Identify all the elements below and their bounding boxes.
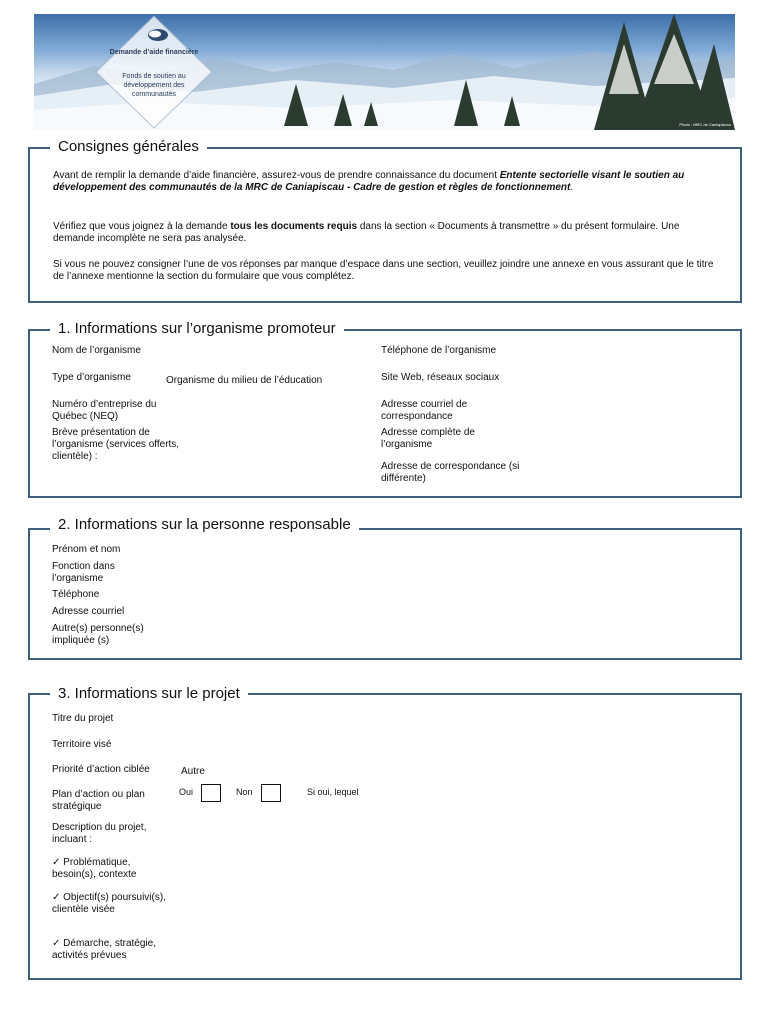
project-plan-label: Plan d’action ou plan stratégique: [52, 789, 145, 812]
person-email-label: Adresse courriel: [52, 606, 125, 617]
org-type-label: Type d’organisme: [52, 372, 131, 383]
project-priority-label: Priorité d’action ciblée: [52, 764, 150, 775]
project-description-label: Description du projet, incluant :: [52, 822, 147, 845]
project-territory-label: Territoire visé: [52, 739, 112, 750]
org-neq-label: Numéro d’entreprise du Québec (NEQ): [52, 399, 157, 422]
project-priority-value[interactable]: Autre: [181, 766, 205, 777]
description-bullet-3: ✓ Démarche, stratégie, activités prévues: [52, 938, 156, 961]
plan-non-checkbox[interactable]: [261, 784, 281, 802]
p2-bold: tous les documents requis: [230, 221, 358, 232]
person-phone-label: Téléphone: [52, 589, 100, 600]
description-bullet-1: ✓ Problématique, besoin(s), contexte: [52, 857, 137, 880]
org-phone-label: Téléphone de l’organisme: [381, 345, 497, 356]
org-type-value[interactable]: Organisme du milieu de l’éducation: [166, 375, 323, 386]
badge-title: Demande d’aide financière: [109, 49, 199, 56]
badge-subtitle: Fonds de soutien au développement des communautés: [122, 73, 186, 98]
logo-icon: [148, 29, 168, 41]
project-title-label: Titre du projet: [52, 713, 114, 724]
header-banner: [34, 14, 735, 130]
org-web-label: Site Web, réseaux sociaux: [381, 372, 500, 383]
project-section-title: 3. Informations sur le projet: [50, 685, 248, 702]
person-name-label: Prénom et nom: [52, 544, 121, 555]
org-section-title: 1. Informations sur l’organisme promoteur: [50, 320, 344, 337]
photo-credit: Photo : MRC de Caniapiscau: [679, 122, 731, 127]
general-paragraph-2: [53, 221, 717, 245]
org-address-label: Adresse complète de l’organisme: [381, 427, 475, 450]
person-section-title: 2. Informations sur la personne responsable: [50, 516, 359, 533]
p2-end: dans la section « Documents à transmettre » du présent formulaire. Une demande incomplète ne sera pas analysée.: [53, 221, 680, 244]
general-paragraph-1: [53, 170, 717, 194]
p1-document-title: Entente sectorielle visant le soutien au développement des communautés de la MRC de Caniapiscau - Cadre de gestion et règles de fonctionnement: [53, 170, 685, 193]
p2-text: Vérifiez que vous joignez à la demande: [53, 221, 231, 232]
p1-text: Avant de remplir la demande d’aide financière, assurez-vous de prendre connaissance du document: [53, 170, 500, 181]
plan-oui-label: Oui: [179, 787, 194, 797]
org-presentation-label: Brève présentation de l’organisme (services offerts, clientèle) :: [52, 427, 180, 462]
plan-oui-checkbox[interactable]: [201, 784, 221, 802]
person-function-label: Fonction dans l’organisme: [52, 561, 115, 584]
general-paragraph-3: Si vous ne pouvez consigner l’une de vos réponses par manque d’espace dans une section, veuillez joindre une annexe en vous assurant que le titre de l’annexe mentionne la section du formulaire que vous complétez.: [53, 259, 714, 282]
p1-end: .: [570, 182, 574, 193]
plan-si-oui-label: Si oui, lequel: [307, 787, 359, 797]
plan-non-label: Non: [236, 787, 253, 797]
description-bullet-2: ✓ Objectif(s) poursuivi(s), clientèle visée: [52, 892, 166, 915]
person-others-label: Autre(s) personne(s) impliquée (s): [52, 623, 144, 646]
org-name-label: Nom de l’organisme: [52, 345, 141, 356]
org-mail-address-label: Adresse de correspondance (si différente): [381, 461, 520, 484]
org-email-label: Adresse courriel de correspondance: [381, 399, 468, 422]
general-instructions-title: Consignes générales: [50, 138, 207, 155]
